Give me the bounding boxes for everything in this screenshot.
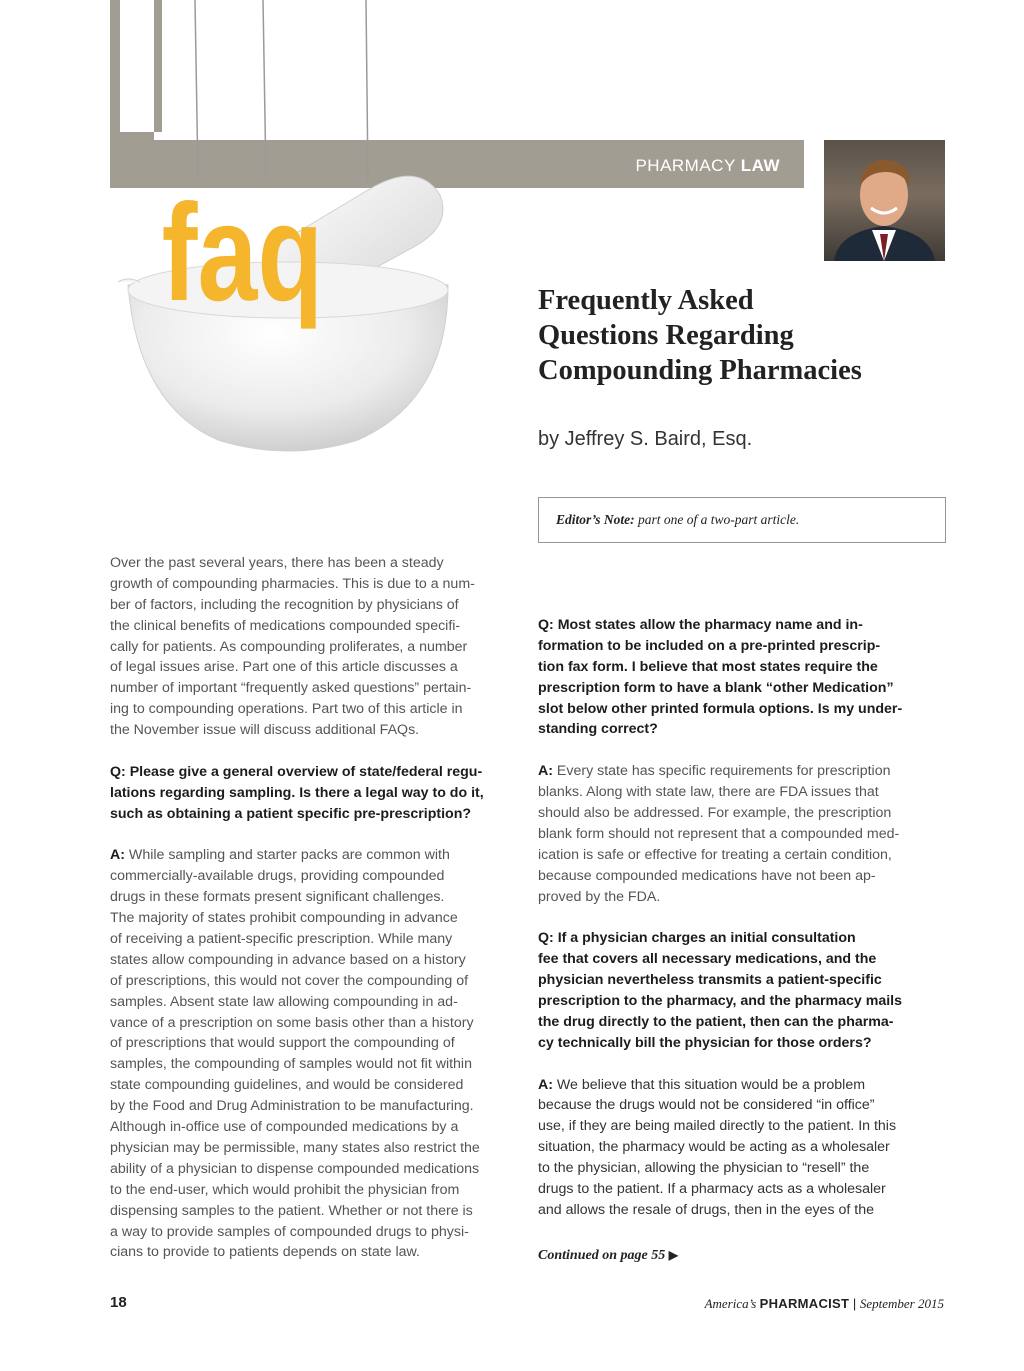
text-line: of prescriptions that would support the compounding of <box>110 1035 455 1052</box>
text-line: cally for patients. As compounding proliferates, a number <box>110 638 468 655</box>
text-line: cy technically bill the physician for those orders? <box>538 1034 872 1051</box>
text-line: physician nevertheless transmits a patient-specific <box>538 972 882 989</box>
question-1 <box>110 762 520 825</box>
answer-label: A: <box>538 763 553 780</box>
answer-label: A: <box>110 847 125 864</box>
text-line: commercially-available drugs, providing compounded <box>110 868 445 885</box>
answer-label: A: <box>538 1076 553 1093</box>
pub-name: PHARMACIST <box>759 1296 850 1311</box>
text-line: of prescriptions, this would not cover the compounding of <box>110 972 469 989</box>
text-line: should also be addressed. For example, the prescription <box>538 805 892 822</box>
text-line: Q: Most states allow the pharmacy name and in- <box>538 617 863 633</box>
text-line: Q: If a physician charges an initial consultation <box>538 930 856 947</box>
text-line: growth of compounding pharmacies. This is due to a num- <box>110 575 475 592</box>
text-line: ication is safe or effective for treating a certain condition, <box>538 846 892 863</box>
text-line: standing correct? <box>538 721 658 738</box>
text-line: number of important “frequently asked questions” pertain- <box>110 680 472 697</box>
text-line: prescription form to have a blank “other Medication” <box>538 679 894 696</box>
author-photo <box>824 140 945 261</box>
text-line: blanks. Along with state law, there are FDA issues that <box>538 784 879 801</box>
text-line: such as obtaining a patient specific pre-prescription? <box>110 805 472 822</box>
title-line: Frequently Asked <box>538 285 754 316</box>
text-line: ing to compounding operations. Part two of this article in <box>110 701 463 718</box>
text-line: blank form should not represent that a compounded med- <box>538 825 900 842</box>
answer-3 <box>538 1075 948 1221</box>
text-line: fee that covers all necessary medications, and the <box>538 951 877 968</box>
text-line: prescription to the pharmacy, and the pharmacy mails <box>538 993 902 1010</box>
faq-mortar-illustration <box>118 0 458 470</box>
pub-prefix: America’s <box>704 1296 760 1311</box>
text-line: dispensing samples to the patient. Whether or not there is <box>110 1202 473 1219</box>
text-line: ber of factors, including the recognition by physicians of <box>110 596 459 613</box>
text-line: Q: Please give a general overview of state/federal regu- <box>110 763 483 780</box>
text-line: to the end-user, which would prohibit the physician from <box>110 1181 460 1198</box>
text-line: cians to provide to patients depends on state law. <box>110 1244 420 1261</box>
answer-1 <box>110 845 520 1263</box>
text-line: situation, the pharmacy would be acting as a wholesaler <box>538 1139 890 1156</box>
question-2 <box>538 615 948 740</box>
question-3 <box>538 928 948 1053</box>
text-line: because compounded medications have not been ap- <box>538 867 876 884</box>
string <box>263 0 266 178</box>
section-label-prefix: PHARMACY <box>635 156 741 175</box>
footer-publication <box>705 1296 944 1312</box>
editor-note-label: Editor’s Note: <box>556 512 635 527</box>
text-line: state compounding guidelines, and would be considered <box>110 1077 464 1094</box>
text-line: samples. Absent state law allowing compounding in ad- <box>110 993 458 1010</box>
text-line: ability of a physician to dispense compounded medications <box>110 1160 480 1177</box>
text-line: drugs to the patient. If a pharmacy acts as a wholesaler <box>538 1181 886 1198</box>
right-column <box>538 615 948 1221</box>
text-line: the clinical benefits of medications compounded specifi- <box>110 617 461 634</box>
text-line: The majority of states prohibit compounding in advance <box>110 910 458 927</box>
answer-2 <box>538 761 948 907</box>
string <box>366 0 368 182</box>
text-line: formation to be included on a pre-printed prescrip- <box>538 637 881 654</box>
editor-note-box <box>538 497 946 543</box>
left-column <box>110 553 520 1263</box>
triangle-right-icon: ▶ <box>668 1248 678 1262</box>
text-line: We believe that this situation would be a problem <box>552 1076 866 1093</box>
text-line: vance of a prescription on some basis other than a history <box>110 1014 474 1031</box>
page-number: 18 <box>110 1294 127 1311</box>
pub-issue: September 2015 <box>859 1296 944 1311</box>
text-line: because the drugs would not be considered “in office” <box>538 1097 875 1114</box>
text-line: a way to provide samples of compounded drugs to physi- <box>110 1223 469 1240</box>
faq-letters-text: faq <box>161 176 324 331</box>
text-line: Over the past several years, there has been a steady <box>110 555 444 571</box>
text-line: the drug directly to the patient, then can the pharma- <box>538 1013 894 1030</box>
text-line: slot below other printed formula options. Is my under- <box>538 700 903 717</box>
section-label-bold: LAW <box>740 156 780 175</box>
text-line: use, if they are being mailed directly to the patient. In this <box>538 1118 897 1135</box>
text-line: Although in-office use of compounded medications by a <box>110 1119 459 1136</box>
text-line: drugs in these formats present significant challenges. <box>110 889 445 906</box>
text-line: and allows the resale of drugs, then in the eyes of the <box>538 1201 874 1218</box>
text-line: of legal issues arise. Part one of this article discusses a <box>110 659 458 676</box>
text-line: of receiving a patient-specific prescription. While many <box>110 931 453 948</box>
byline: by Jeffrey S. Baird, Esq. <box>538 428 753 450</box>
section-label <box>635 156 780 176</box>
intro-paragraph <box>110 553 520 741</box>
text-line: lations regarding sampling. Is there a legal way to do it, <box>110 784 484 801</box>
text-line: by the Food and Drug Administration to be manufacturing. <box>110 1098 474 1115</box>
title-line: Compounding Pharmacies <box>538 355 862 386</box>
article-title <box>538 283 958 388</box>
text-line: physician may be permissible, many states also restrict the <box>110 1139 480 1156</box>
continued-link[interactable] <box>538 1248 678 1264</box>
continued-text: Continued on page 55 <box>538 1248 669 1263</box>
text-line: While sampling and starter packs are common with <box>124 847 450 864</box>
text-line: states allow compounding in advance based on a history <box>110 951 466 968</box>
pub-separator: | <box>849 1296 860 1311</box>
text-line: tion fax form. I believe that most states require the <box>538 658 878 675</box>
text-line: samples, the compounding of samples would not fit within <box>110 1056 472 1073</box>
text-line: Every state has specific requirements for prescription <box>552 763 891 780</box>
text-line: the November issue will discuss additional FAQs. <box>110 722 420 739</box>
text-line: proved by the FDA. <box>538 888 661 905</box>
title-line: Questions Regarding <box>538 320 794 351</box>
editor-note-text: part one of a two-part article. <box>634 512 800 527</box>
text-line: to the physician, allowing the physician to “resell” the <box>538 1160 870 1177</box>
string <box>195 0 198 178</box>
faq-letters <box>162 176 323 330</box>
